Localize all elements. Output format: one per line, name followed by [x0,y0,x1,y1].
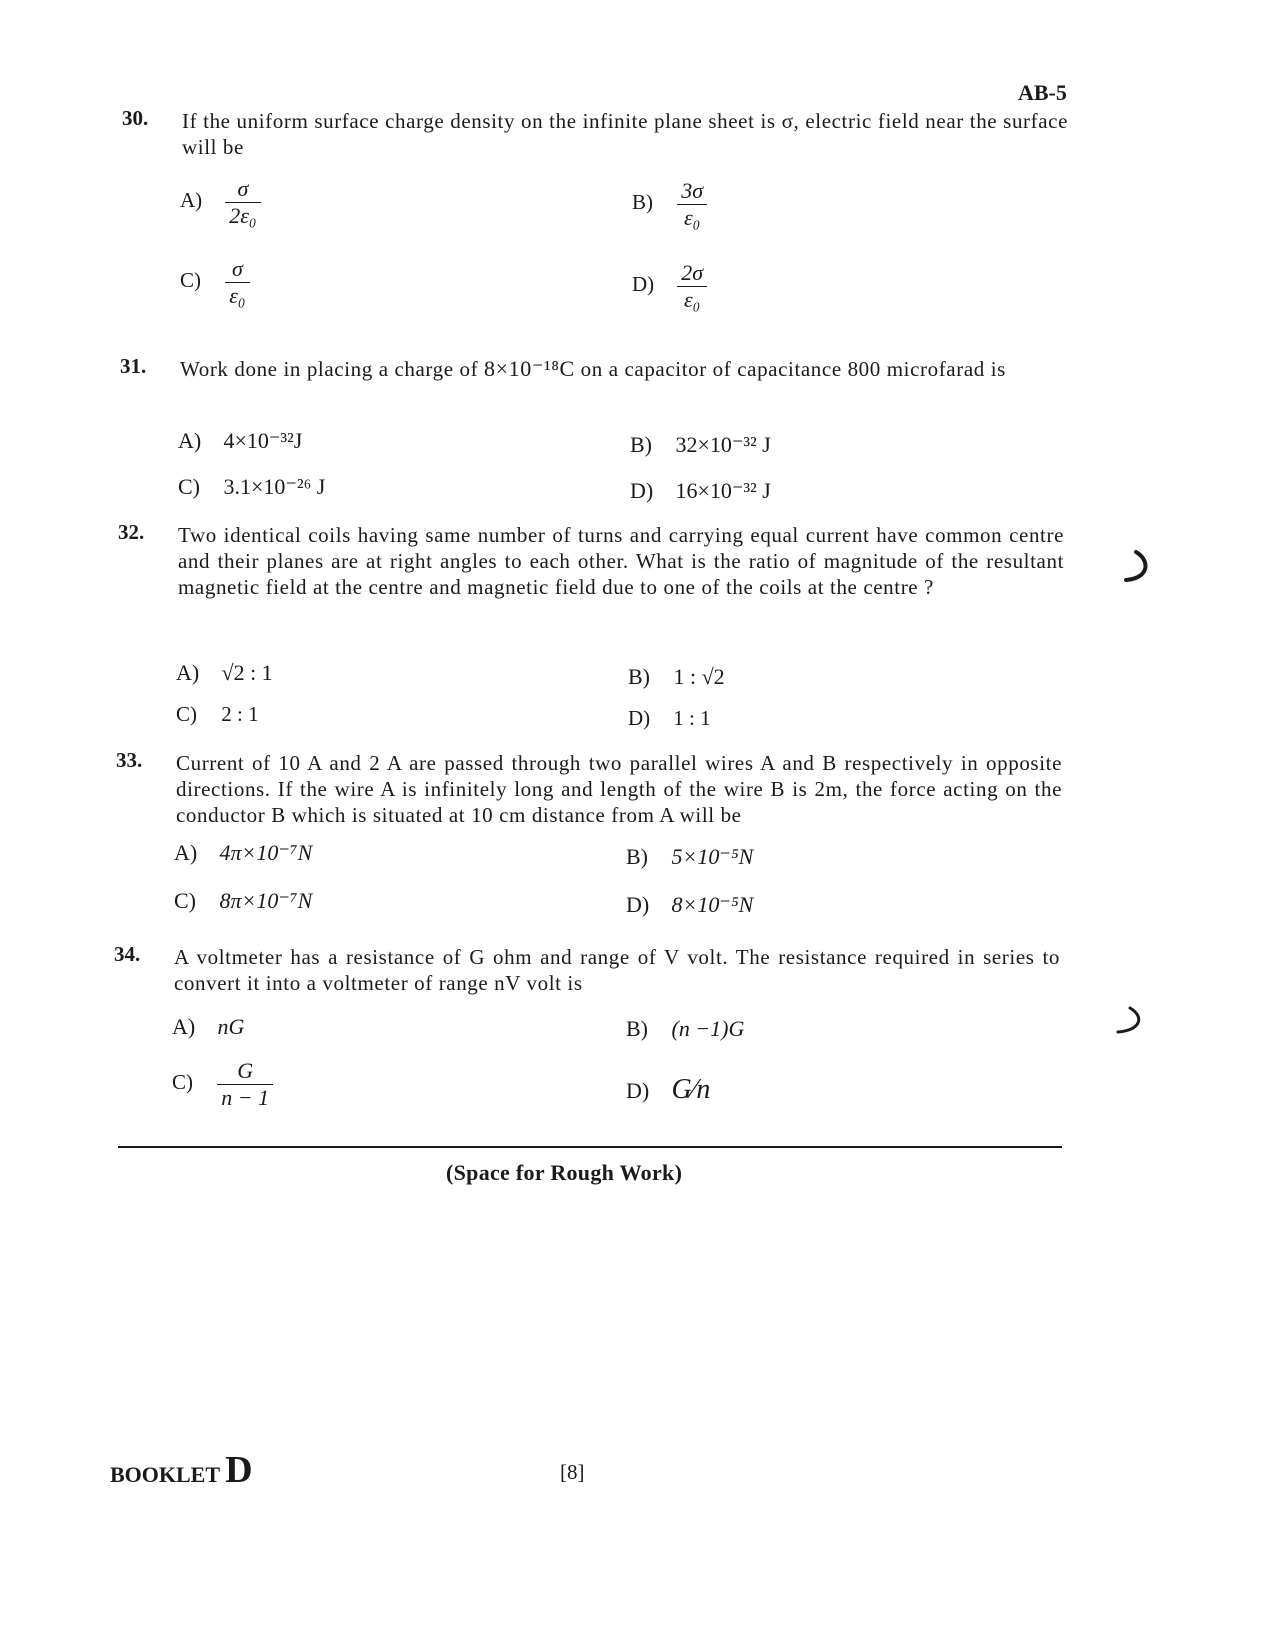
option-value: (n −1)G [671,1016,745,1041]
option-a [172,1014,244,1040]
question-number: 30. [122,106,149,130]
option-label: D) [628,706,651,730]
option-label: B) [626,1016,648,1041]
question-number: 32. [118,520,145,544]
option-label: A) [176,660,200,685]
option-value: 4π×10⁻⁷N [219,840,313,865]
option-label: D) [626,892,650,917]
option-value: √2 : 1 [221,660,273,685]
option-c [180,256,250,309]
fraction-denominator: ε₀ [684,205,701,230]
option-c [178,474,325,500]
option-d [628,706,711,731]
paper-code: AB-5 [1018,80,1067,105]
option-label: C) [180,268,201,293]
option-d [630,478,771,504]
option-label: D) [630,478,654,503]
option-label: B) [626,844,648,869]
option-value: 8π×10⁻⁷N [219,888,313,913]
option-value: 8×10⁻⁵N [671,892,754,917]
question-text: If the uniform surface charge density on the infinite plane sheet is σ, electric field near the surface will be [182,109,1068,159]
option-b [632,178,707,231]
option-d [632,260,707,313]
option-label: B) [628,664,650,689]
option-label: D) [626,1078,650,1103]
option-value: 1 : √2 [673,664,725,689]
option-value: 2 : 1 [221,702,259,726]
option-label: C) [176,702,197,726]
question-number: 31. [120,354,147,378]
option-value: G⁄n [671,1074,711,1105]
question-text: Work done in placing a charge of 8×10⁻¹⁸C on a capacitor of capacitance 800 microfarad is [180,356,1006,381]
fraction-denominator: ε₀ [684,287,701,312]
option-label: C) [178,474,200,499]
fraction-numerator: 2σ [677,260,707,287]
question-number: 33. [116,748,143,772]
option-a [176,660,273,686]
option-b [626,844,753,870]
fraction-numerator: G [217,1058,273,1085]
option-b [626,1016,744,1042]
page-number: [8] [560,1460,585,1484]
option-value: 32×10⁻³² J [675,432,771,457]
option-value: 4×10⁻³²J [223,428,303,453]
rough-work-heading: (Space for Rough Work) [446,1160,683,1185]
fraction-numerator: σ [225,176,260,203]
question-text: Two identical coils having same number of turns and carrying equal current have common centre and their planes are at right angles to each other. What is the ratio of magnitude of the resultant magnetic field at the centre and magnetic field due to one of the coils at the centre ? [178,523,1064,599]
question-number: 34. [114,942,141,966]
option-a [174,840,312,866]
option-b [628,664,725,690]
divider-line [118,1146,1062,1148]
option-value: 1 : 1 [673,706,711,730]
option-value: nG [217,1014,245,1039]
option-a [178,428,302,454]
question-text: A voltmeter has a resistance of G ohm and range of V volt. The resistance required in series to convert it into a voltmeter of range nV volt is [174,945,1060,995]
option-b [630,432,771,458]
option-label: C) [172,1070,193,1095]
fraction-numerator: σ [225,256,249,283]
option-label: A) [178,428,202,453]
option-label: C) [174,888,196,913]
option-label: A) [174,840,198,865]
option-label: D) [632,272,655,297]
fraction-denominator: 2ε₀ [229,203,257,228]
question-text: Current of 10 A and 2 A are passed through two parallel wires A and B respectively in opposite directions. If the wire A is infinitely long and length of the wire B is 2m, the force acting on the conductor B which is situated at 10 cm distance from A will be [176,751,1062,827]
option-c [176,702,259,727]
fraction-numerator: 3σ [677,178,707,205]
fraction-denominator: ε₀ [229,283,246,308]
option-value: 5×10⁻⁵N [671,844,754,869]
tick-mark-icon [1120,548,1156,588]
option-d [626,1074,710,1106]
booklet-letter: D [225,1449,253,1491]
option-c [172,1058,273,1111]
option-value: 16×10⁻³² J [675,478,771,503]
option-label: B) [630,432,652,457]
tick-mark-icon [1114,1004,1150,1040]
booklet-label: BOOKLET D [110,1449,253,1491]
charge-value: 8×10⁻¹⁸C [484,356,575,381]
fraction-denominator: n − 1 [221,1085,270,1110]
option-value: 3.1×10⁻²⁶ J [223,474,326,499]
option-d [626,892,753,918]
option-a [180,176,261,229]
option-label: B) [632,190,653,215]
option-label: A) [180,188,203,213]
option-label: A) [172,1014,196,1039]
option-c [174,888,312,914]
